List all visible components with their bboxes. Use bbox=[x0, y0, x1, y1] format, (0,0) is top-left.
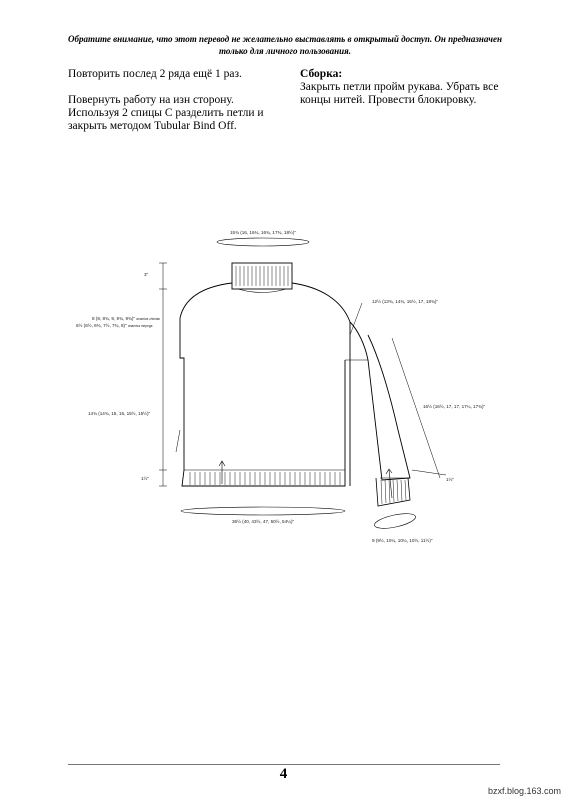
assembly-text: Закрыть петли пройм рукава. Убрать все концы нитей. Провести блокировку. bbox=[300, 81, 499, 106]
wrist-ellipse bbox=[373, 511, 417, 531]
collar-ribbing bbox=[236, 266, 288, 286]
instruction-bind-off: Повернуть работу на изн сторону. Используя 2 спицы С разделить петли и закрыть методом Tubular Bind Off. bbox=[68, 94, 264, 132]
front-neckline bbox=[238, 289, 286, 293]
label-cuff-height: 1½" bbox=[446, 477, 455, 482]
label-wrist: 9 (9½, 10¼, 10¼, 10½, 11½)" bbox=[372, 538, 433, 543]
label-chest: 36½ (40, 43½, 47, 50½, 54¼)" bbox=[232, 519, 295, 524]
label-yoke-back: 8 (8, 8¾, 9, 9¾, 9¾)" anamiva chimian bbox=[92, 316, 161, 321]
neck-circumference-ellipse bbox=[217, 238, 309, 246]
label-sleeve-length: 16½ (16½, 17, 17, 17¼, 17¾)" bbox=[423, 404, 486, 409]
chest-ellipse bbox=[181, 507, 345, 515]
label-upper-arm: 12½ (13¾, 14¾, 15½, 17, 18¾)" bbox=[372, 299, 438, 304]
collar-outline bbox=[232, 263, 292, 289]
watermark: bzxf.blog.163.com bbox=[487, 786, 561, 796]
cuff-ribbing bbox=[381, 480, 406, 504]
side-strand bbox=[176, 430, 180, 452]
footer-rule bbox=[68, 764, 500, 765]
dimension-lines bbox=[159, 263, 446, 486]
label-body-length: 14¾ (14¾, 15, 15, 15½, 15½)" bbox=[88, 411, 151, 416]
label-neck-height: 3" bbox=[144, 272, 149, 277]
instruction-repeat: Повторить послед 2 ряда ещё 1 раз. bbox=[68, 68, 242, 80]
label-hem-height: 1½" bbox=[141, 476, 150, 481]
sleeve-outline bbox=[350, 322, 410, 480]
label-yoke-front: 6½ (6½, 6¾, 7½, 7¾, 8)" anamiva mepega bbox=[76, 323, 153, 328]
body-outline bbox=[180, 283, 350, 486]
label-neck-width: 15¾ (16, 16¾, 16¾, 17¾, 18½)" bbox=[230, 230, 296, 235]
page-number: 4 bbox=[279, 766, 288, 782]
hem-ribbing bbox=[190, 472, 340, 485]
assembly-heading: Сборка: bbox=[300, 68, 343, 80]
privacy-notice: Обратите внимание, что этот перевод не желательно выставлять в открытый доступ. Он предназначен только для личного пользования. bbox=[68, 34, 502, 56]
